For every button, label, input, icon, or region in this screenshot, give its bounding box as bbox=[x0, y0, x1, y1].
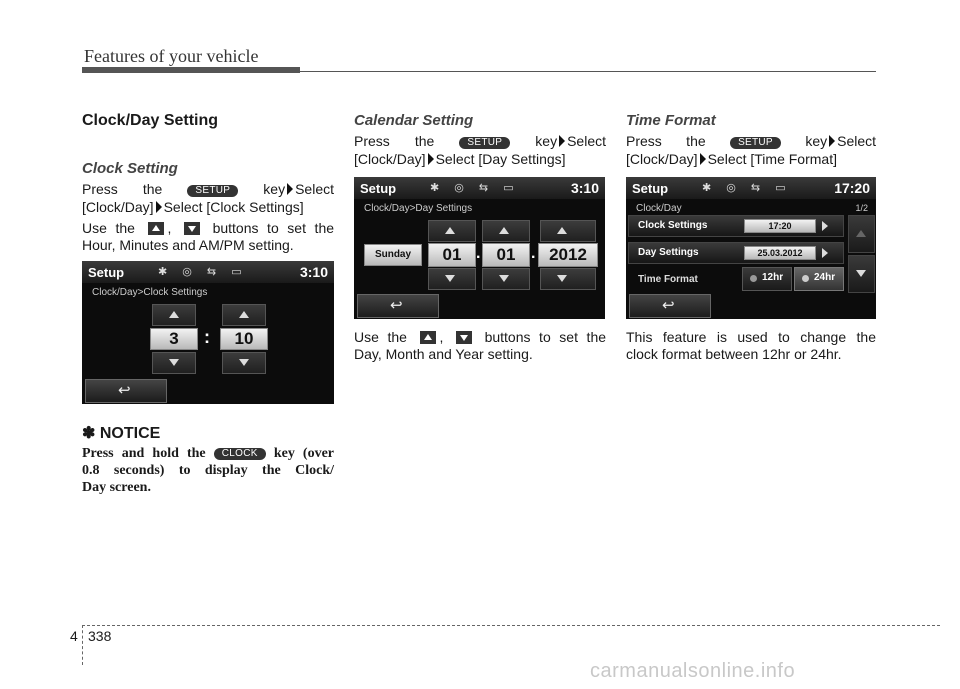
date-separator: . bbox=[476, 245, 481, 262]
back-button[interactable] bbox=[357, 294, 439, 318]
screen-title: Setup bbox=[632, 181, 669, 196]
text: [Clock/Day] bbox=[354, 151, 426, 167]
screen-breadcrumb: Clock/Day bbox=[636, 203, 682, 214]
page-indicator: 1/2 bbox=[855, 203, 868, 213]
arrow-right-icon bbox=[287, 183, 293, 195]
chevron-right-icon bbox=[822, 248, 828, 258]
subheading-clock-setting: Clock Setting bbox=[82, 160, 178, 177]
text: Select bbox=[837, 133, 877, 149]
instruction-line bbox=[354, 133, 606, 150]
year-value: 2012 bbox=[538, 243, 598, 267]
hour-down-button[interactable] bbox=[152, 352, 196, 374]
back-button[interactable] bbox=[629, 294, 711, 318]
12hr-label: 12hr bbox=[762, 272, 784, 283]
clock-day-menu-screen bbox=[626, 177, 876, 319]
weekday-value: Sunday bbox=[364, 244, 422, 266]
radio-icon bbox=[750, 275, 757, 282]
status-icons: ✱ ◎ ⇆ ▭ bbox=[158, 266, 248, 278]
screen-breadcrumb: Clock/Day>Day Settings bbox=[364, 203, 473, 214]
instruction-line-2 bbox=[354, 151, 606, 168]
12hr-option[interactable] bbox=[742, 267, 792, 291]
text: key bbox=[263, 181, 286, 197]
text: , bbox=[167, 220, 172, 236]
notice-line-2: 0.8 seconds) to display the Clock/ bbox=[82, 463, 334, 478]
page-number: 338 bbox=[88, 628, 112, 644]
clock-settings-screen bbox=[82, 261, 334, 404]
notice-heading: ✽ NOTICE bbox=[82, 425, 161, 442]
setup-key-badge: SETUP bbox=[459, 137, 510, 149]
text: [Clock/Day] bbox=[82, 199, 154, 215]
text: Press the bbox=[354, 133, 435, 149]
text: Press the bbox=[82, 181, 163, 197]
notice-line-3: Day screen. bbox=[82, 480, 151, 495]
arrow-right-icon bbox=[156, 201, 162, 213]
header-rule bbox=[300, 71, 876, 72]
chapter-number: 4 bbox=[70, 628, 78, 644]
24hr-label: 24hr bbox=[814, 272, 836, 283]
footer-rule bbox=[82, 625, 940, 626]
back-button[interactable] bbox=[85, 379, 167, 403]
minute-down-button[interactable] bbox=[222, 352, 266, 374]
text: key (over bbox=[273, 446, 335, 461]
day-down-button[interactable] bbox=[428, 268, 476, 290]
instruction-line-2 bbox=[626, 151, 876, 168]
time-format-label: Time Format bbox=[638, 274, 698, 285]
minute-value: 10 bbox=[220, 328, 268, 350]
hour-up-button[interactable] bbox=[152, 304, 196, 326]
description-line-2: clock format between 12hr or 24hr. bbox=[626, 346, 842, 362]
time-colon: : bbox=[204, 327, 210, 347]
text: Select [Clock Settings] bbox=[163, 199, 304, 215]
subheading-calendar-setting: Calendar Setting bbox=[354, 112, 474, 129]
text: , bbox=[439, 329, 444, 345]
watermark: carmanualsonline.info bbox=[590, 660, 796, 682]
date-separator: . bbox=[531, 245, 536, 262]
status-icons: ✱ ◎ ⇆ ▭ bbox=[430, 182, 520, 194]
use-buttons-line bbox=[82, 220, 334, 237]
screen-title: Setup bbox=[360, 181, 397, 196]
month-down-button[interactable] bbox=[482, 268, 530, 290]
use-buttons-line-2: Day, Month and Year setting. bbox=[354, 346, 533, 362]
screen-time: 17:20 bbox=[834, 180, 870, 196]
text: key bbox=[535, 133, 558, 149]
text: Select [Time Format] bbox=[707, 151, 837, 167]
hour-value: 3 bbox=[150, 328, 198, 350]
arrow-down-icon bbox=[856, 270, 866, 277]
instruction-line bbox=[626, 133, 876, 150]
day-value: 01 bbox=[428, 243, 476, 267]
section-heading: Clock/Day Setting bbox=[82, 112, 219, 129]
clock-settings-label: Clock Settings bbox=[638, 220, 708, 231]
use-buttons-line-2: Hour, Minutes and AM/PM setting. bbox=[82, 237, 294, 253]
clock-key-badge: CLOCK bbox=[214, 448, 266, 460]
status-icons: ✱ ◎ ⇆ ▭ bbox=[702, 182, 792, 194]
day-up-button[interactable] bbox=[428, 220, 476, 242]
arrow-right-icon bbox=[829, 135, 835, 147]
arrow-right-icon bbox=[700, 153, 706, 165]
up-button-icon bbox=[420, 331, 436, 344]
scroll-up-button[interactable] bbox=[848, 215, 875, 253]
month-up-button[interactable] bbox=[482, 220, 530, 242]
minute-up-button[interactable] bbox=[222, 304, 266, 326]
screen-time: 3:10 bbox=[299, 264, 328, 280]
text: buttons to set the bbox=[484, 329, 607, 345]
page-header-title: Features of your vehicle bbox=[84, 46, 259, 66]
24hr-option[interactable] bbox=[794, 267, 844, 291]
text: Select bbox=[567, 133, 606, 149]
setup-key-badge: SETUP bbox=[187, 185, 238, 197]
text: buttons to set the bbox=[212, 220, 335, 236]
scroll-down-button[interactable] bbox=[848, 255, 875, 293]
month-value: 01 bbox=[482, 243, 530, 267]
screen-title: Setup bbox=[88, 265, 125, 280]
header-bar bbox=[82, 67, 300, 73]
arrow-up-icon bbox=[856, 230, 866, 237]
screen-time: 3:10 bbox=[570, 180, 599, 196]
text: Use the bbox=[82, 220, 135, 236]
setup-key-badge: SETUP bbox=[730, 137, 781, 149]
text: Use the bbox=[354, 329, 407, 345]
instruction-line bbox=[82, 181, 334, 198]
day-settings-value: 25.03.2012 bbox=[744, 246, 816, 260]
chevron-right-icon bbox=[822, 221, 828, 231]
text: key bbox=[805, 133, 828, 149]
year-down-button[interactable] bbox=[540, 268, 596, 290]
year-up-button[interactable] bbox=[540, 220, 596, 242]
up-button-icon bbox=[148, 222, 164, 235]
description-line-1: This feature is used to change the bbox=[626, 329, 876, 345]
day-settings-screen bbox=[354, 177, 605, 319]
instruction-line-2 bbox=[82, 199, 334, 216]
radio-icon bbox=[802, 275, 809, 282]
down-button-icon bbox=[456, 331, 472, 344]
text: [Clock/Day] bbox=[626, 151, 698, 167]
day-settings-label: Day Settings bbox=[638, 247, 699, 258]
clock-settings-value: 17:20 bbox=[744, 219, 816, 233]
down-button-icon bbox=[184, 222, 200, 235]
text: Press the bbox=[626, 133, 706, 149]
arrow-right-icon bbox=[428, 153, 434, 165]
text: Press and hold the bbox=[82, 446, 206, 461]
subheading-time-format: Time Format bbox=[626, 112, 716, 129]
text: Select bbox=[295, 181, 334, 197]
notice-line-1 bbox=[82, 445, 334, 462]
text: Select [Day Settings] bbox=[435, 151, 566, 167]
footer-divider bbox=[82, 625, 83, 665]
screen-breadcrumb: Clock/Day>Clock Settings bbox=[92, 287, 208, 298]
use-buttons-line bbox=[354, 329, 606, 346]
arrow-right-icon bbox=[559, 135, 565, 147]
